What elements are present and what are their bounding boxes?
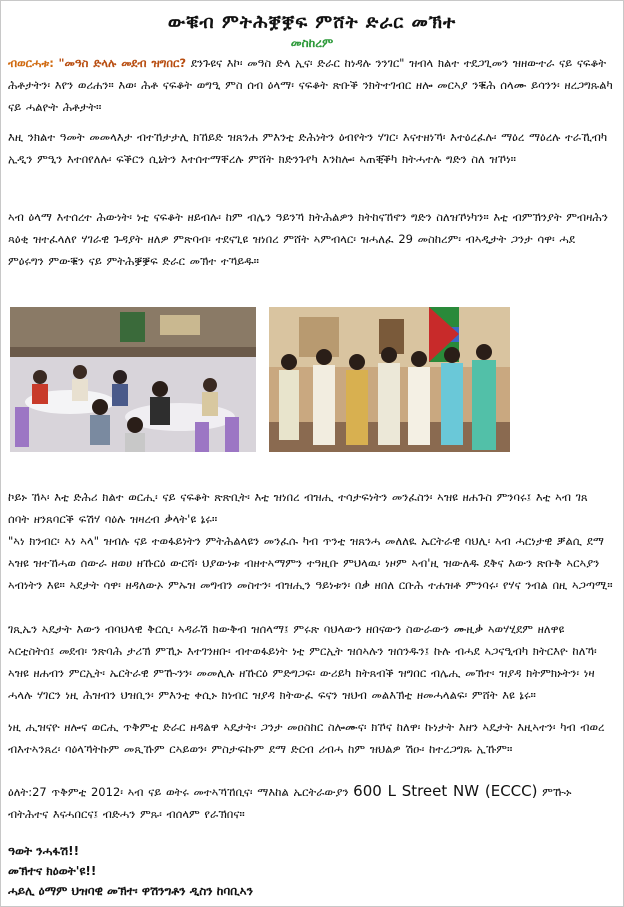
paragraph-3: ኣብ ዕላማ እተሰረተ ሕውነት፡ ነቲ ናፍቆት ዘይብሉ፡ ከም ብሌን ዓይንኻ ክትሕልዎን ክትከናኸኖን ግድን ስለዝኾነካን። እቲ ብምኽንያት ምብዛሕን ጻዕቂ ዝተፈላለየ ሃገራዊ ጉዳያት ዘለዎ ምጽባብ፡ ተደናጊዩ ዝነበረ ምሸት ኣምብላር፡ ዝሓለፈ 29 መስከረም፡ ብኣዲታት ጋንታ ሳዋ፡ ሓደ ምዕሩግን ምውቑን ናይ ምትሕቛቛፍ ድራር መኽተ ተኻይዱ። [8,210,608,268]
paragraph-1-text: ደንጉዩና እኮ፡ መዓስ ድላ ኢና፡ ድራር ከነዳሉ ንንገር" ዝብላ ክልተ ተደጋጊመን ዝዘውተራ ናይ ናፍቆት ሕቶታትን፡ እየን ወሪሐን። እወ፡ ሕቶ ናፍቆት ወግዒ ምስ ሰብ ዕላማ፡ ናፍቆት ጽቡቕ ንክትተገብር ዘሎ መርኣያ ንቑሕ ሰላሙ ይሳንን፡ ዘረጋግጹልካ ናይ ሓልዮት ሕቶታት። [8,56,613,114]
paragraph-5-text: ዝብሉ ናይ ተወፋይነትን ምትሕልላዩን መንፈሱ ካብ ጥንቲ ዝጸንሓ መለለዪ ኤርትራዊ ባህሊ፡ ኣብ ሓርነታዊ ቓልሲ ደማ ኣዝዩ ዝተኸሓወ ሰውራ ዘወሀ ዘኹርዕ ውርሻ፡ ህያውነቱ ብዘተኣማምን ተዓዚቡ ምህላዉ፡ ነዞም ኣብ'ዚ ዝውለዱ ደቅና እውን ጽቡቅ ኣርኣያን ኣብነትን እዩ። ኣደታት ሳዋ፡ ዘዳለውኦ ምኡዝ መግብን መስተን፡ ብዝሒን ዓይነቱን፡ በቃ ዘበለ ርቡሕ ተሐዝቶ ምንባሩ፡ የሃና ንብል በዚ ኣጋጣሚ። [8,534,613,592]
paragraph-1 [8,52,613,118]
dancers-photo-image [269,307,510,452]
banquet-photo [10,307,256,452]
paragraph-8 [8,780,613,825]
paragraph-8-text: ምዂኑ ብትሕተና እናሓበርና፤ ብድሓን ምጹ፡ ብሰላም የራኽበና። [8,785,572,821]
lead-label: ብወርሓቱ: [8,56,54,70]
venue-address: 600 L Street NW (ECCC) [353,782,538,800]
paragraph-6: ገጺኤን ኣዴታት እውን ብባህላዊ ቅርሲ፡ ኣዳራሽ ክውቅብ ዝሰላማ፤ ምሩጽ ባህላውን ዘበናውን ስውራውን ሙዚቃ ኣወሃሂደም ዘለዋዩ ኣርቲስትሰ፤ መደብ፡ ንጽባሕ ታሪኽ ምኺኑ እተገንዘቡ፡ ብተወፋይነት ነቲ ምርኢት ዝሰኣሉን ዝሰንዱን፤ ኩሉ ብሓደ ኣጋናዒብካ ክትርእዮ ከለኻ፡ ኣዝዩ ዘሐብን ምርኢት፡ ኤርትራዊ ምዂንን፡ መመሊሉ ዘኹርዕ ምድግጋፍ፡ ውሪይካ ክትጸብቕ ዝግበር ብሌሒ መኽተ፡ ዝያዳ ክትምክኑትን፡ ነዛ ሓላሉ ሃገርን ነዚ ሕዝብን ህዝቢን፡ ምእንቲ ቀሲኑ ክነብር ዝያዳ ክትውፈ ፍናን ዝህብ መልእኽቲ ዘመሓላልፍ፡ ምሸት እዩ ኔሩ። [8,622,597,702]
dancers-photo [269,307,510,452]
lead-quote: "መዓስ ድላሉ መደብ ዝግበር? [58,56,187,70]
paragraph-4: ኮይኑ ኸኣ፡ እቲ ድሕሪ ክልተ ወርሒ፡ ናይ ናፍቆት ጽጽቢት፡ እቲ ዝነበረ ብዝሒ ተሳታፍነትን መንፈስን፡ ኣዝዩ ዘሐጉስ ምንባሩ፤ እቲ ኣብ ገጸ ሰባት ዘንጸባርቕ ፍሽሃ ባዕሉ ዝዛረብ ቃላት'ዩ ኔሩ። [8,490,588,526]
closing-slogan-2: መኽተና ክዕወት'ዩ!! [8,864,97,878]
article-author: መስከረም [290,36,334,50]
closing-slogan-1: ዓወት ንሓፋሽ!! [8,844,80,858]
paragraph-8-date: ዕለት:27 ጥቅምቲ 2012፡ ኣብ ናይ ወትሩ መተኣኻኸቢና፡ ማእከል ኤርትራውያን [8,785,349,799]
paragraph-7: ነዚ ሒዝናዮ ዘሎና ወርሒ ጥቅምቲ ድራር ዘዳልዋ ኣዴታት፡ ጋንታ መዐስከር ስሎሙና፡ ክኾና ከለዋ፡ ኩነታት እዘን ኣዴታት እዚኣተን፡ ካብ ብወረ ብእተኣንጸረ፡ ባዕላኻትኩም መጺኹም ርኣይወን፡ ምስታፍኩም ደማ ድርብ ሪብሓ ከም ዝህልዎ ሽዑ፡ ከተረጋግጹ ኢኹም። [8,720,605,756]
paragraph-2: እዚ ንክልተ ዓመት መመላእታ ብተኸታታሊ ክኸይድ ዝጸንሐ ምእንቲ ድሕነትን ዕብየትን ሃገር፡ እናተዘነኻ፡ እተዕረፈሉ፡ ማዕረ ማዕረሉ ተራኺብካ ኢዲን ምዒን እተበየለሉ፡ ፍቕርን ሲኒትን እተሰተማቐረሉ ምሸት ክድንጉየካ እንከሎ፡ ኣጠቒቕካ ክትሓተሉ ግድን ስለ ዝኾነ። [8,130,608,166]
banquet-photo-image [10,307,256,452]
paragraph-5-quote: "ኣነ ክንብር፡ ኣነ ኣላ" [8,534,100,548]
paragraph-5 [8,530,613,596]
closing-signature: ሓይሊ ዕማም ህዝባዊ መኽተ፡ ዋሽንግቶን ዲስን ከባቢኣን [8,884,253,898]
article-title: ውቑብ ምትሕቛቛፍ ምሸት ድራር መኽተ [167,12,457,33]
